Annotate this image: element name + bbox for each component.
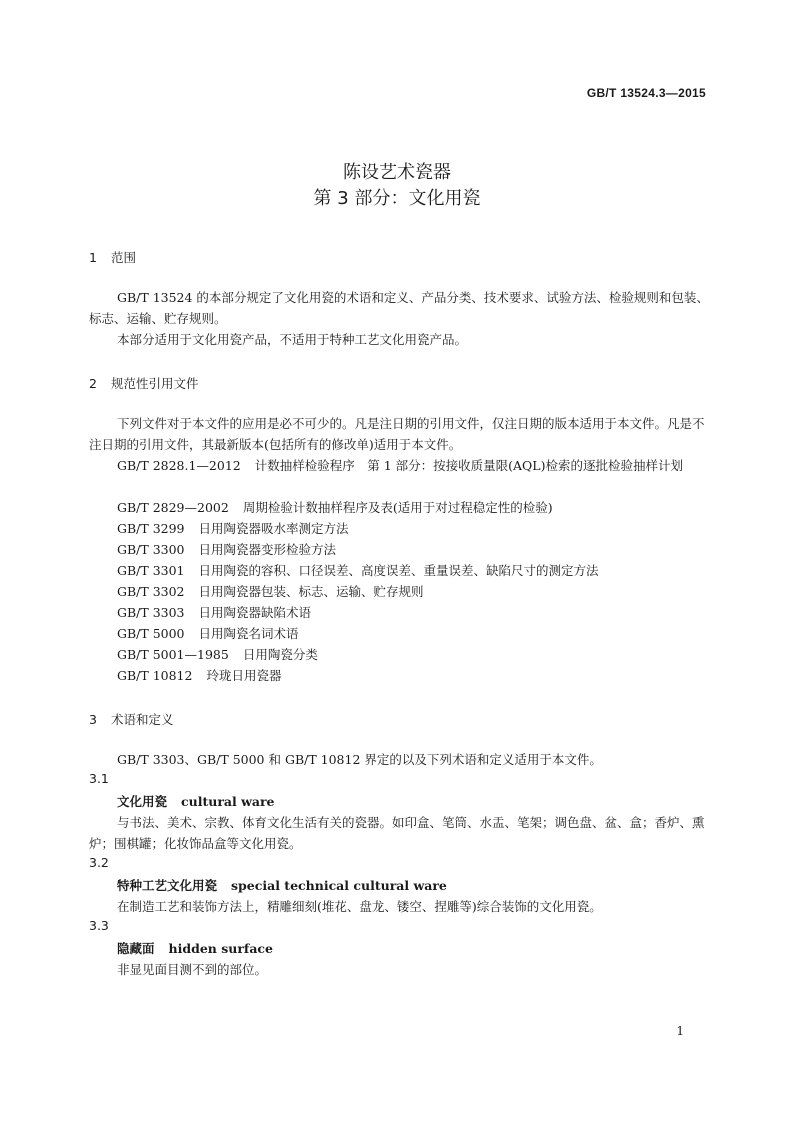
term-definition: 非显见面目测不到的部位。 — [117, 962, 268, 977]
term-entry — [117, 792, 275, 810]
reference-item — [117, 561, 599, 579]
reference-title: 日用陶瓷名词术语 — [198, 626, 299, 641]
reference-code: GB/T 10812 — [117, 668, 193, 683]
section-1-paragraph-1 — [89, 288, 709, 329]
reference-title: 日用陶瓷器包装、标志、运输、贮存规则 — [198, 584, 424, 599]
document-title: 陈设艺术瓷器 — [343, 162, 451, 183]
paragraph-text: GB/T 13524 的本部分规定了文化用瓷的术语和定义、产品分类、技术要求、试验方法、检验规则和包装、标志、运输、贮存规则。 — [89, 290, 709, 326]
reference-item — [117, 666, 281, 684]
section-3-heading — [89, 710, 174, 728]
section-title: 范围 — [111, 250, 137, 265]
paragraph-text: 下列文件对于本文件的应用是必不可少的。凡是注日期的引用文件，仅注日期的版本适用于本文件。凡是不注日期的引用文件，其最新版本(包括所有的修改单)适用于本文件。 — [89, 416, 705, 452]
reference-item — [117, 645, 318, 663]
term-chinese: 特种工艺文化用瓷 — [117, 878, 218, 893]
section-2-heading — [89, 374, 199, 392]
reference-item — [117, 603, 311, 621]
reference-item — [117, 519, 349, 537]
definition-text: 与书法、美术、宗教、体育文化生活有关的瓷器。如印盒、笔筒、水盂、笔架；调色盘、盆、盒；香炉、熏炉；围棋罐；化妆饰品盒等文化用瓷。 — [89, 815, 705, 851]
section-1-paragraph-2 — [89, 330, 709, 351]
term-english: special technical cultural ware — [231, 878, 447, 893]
section-1-heading — [89, 248, 136, 266]
term-english: cultural ware — [181, 794, 275, 809]
page-number: 1 — [676, 1024, 684, 1038]
reference-code: GB/T 3303 — [117, 605, 185, 620]
reference-item — [117, 624, 299, 642]
reference-code: GB/T 3302 — [117, 584, 185, 599]
reference-title: 日用陶瓷分类 — [242, 647, 318, 662]
term-entry — [117, 939, 273, 957]
section-2-intro — [89, 414, 709, 455]
reference-code: GB/T 5001—1985 — [117, 647, 229, 662]
reference-item — [117, 498, 553, 516]
document-subtitle: 第 3 部分：文化用瓷 — [313, 188, 481, 209]
section-title: 术语和定义 — [111, 712, 174, 727]
reference-title: 周期检验计数抽样程序及表(适用于对过程稳定性的检验) — [242, 500, 553, 515]
section-number: 1 — [89, 250, 97, 265]
reference-code: GB/T 5000 — [117, 626, 185, 641]
reference-code: GB/T 3301 — [117, 563, 185, 578]
clause-number: 3.3 — [89, 918, 109, 933]
term-chinese: 文化用瓷 — [117, 794, 168, 809]
reference-title: 日用陶瓷的容积、口径误差、高度误差、重量误差、缺陷尺寸的测定方法 — [198, 563, 599, 578]
reference-title: 计数抽样检验程序 第 1 部分：按接收质量限(AQL)检索的逐批检验抽样计划 — [254, 458, 683, 473]
section-number: 2 — [89, 376, 97, 391]
reference-title: 玲珑日用瓷器 — [206, 668, 282, 683]
term-entry — [117, 876, 447, 894]
reference-item — [117, 540, 336, 558]
reference-code: GB/T 3299 — [117, 521, 185, 536]
reference-item — [117, 582, 424, 600]
section-title: 规范性引用文件 — [111, 376, 199, 391]
term-chinese: 隐藏面 — [117, 941, 155, 956]
clause-number: 3.1 — [89, 771, 109, 786]
reference-item — [89, 456, 709, 477]
section-3-intro: GB/T 3303、GB/T 5000 和 GB/T 10812 界定的以及下列术语和定义适用于本文件。 — [117, 752, 602, 767]
reference-code: GB/T 2828.1—2012 — [117, 458, 241, 473]
term-definition: 在制造工艺和装饰方法上，精雕细刻(堆花、盘龙、镂空、捏雕等)综合装饰的文化用瓷。 — [117, 899, 602, 914]
paragraph-text: 本部分适用于文化用瓷产品，不适用于特种工艺文化用瓷产品。 — [117, 332, 468, 347]
standard-number: GB/T 13524.3—2015 — [586, 86, 706, 100]
term-definition — [89, 813, 709, 854]
reference-title: 日用陶瓷器变形检验方法 — [198, 542, 337, 557]
section-number: 3 — [89, 712, 97, 727]
clause-number: 3.2 — [89, 855, 109, 870]
reference-title: 日用陶瓷器吸水率测定方法 — [198, 521, 349, 536]
reference-title: 日用陶瓷器缺陷术语 — [198, 605, 312, 620]
term-english: hidden surface — [168, 941, 273, 956]
reference-code: GB/T 2829—2002 — [117, 500, 229, 515]
reference-code: GB/T 3300 — [117, 542, 185, 557]
